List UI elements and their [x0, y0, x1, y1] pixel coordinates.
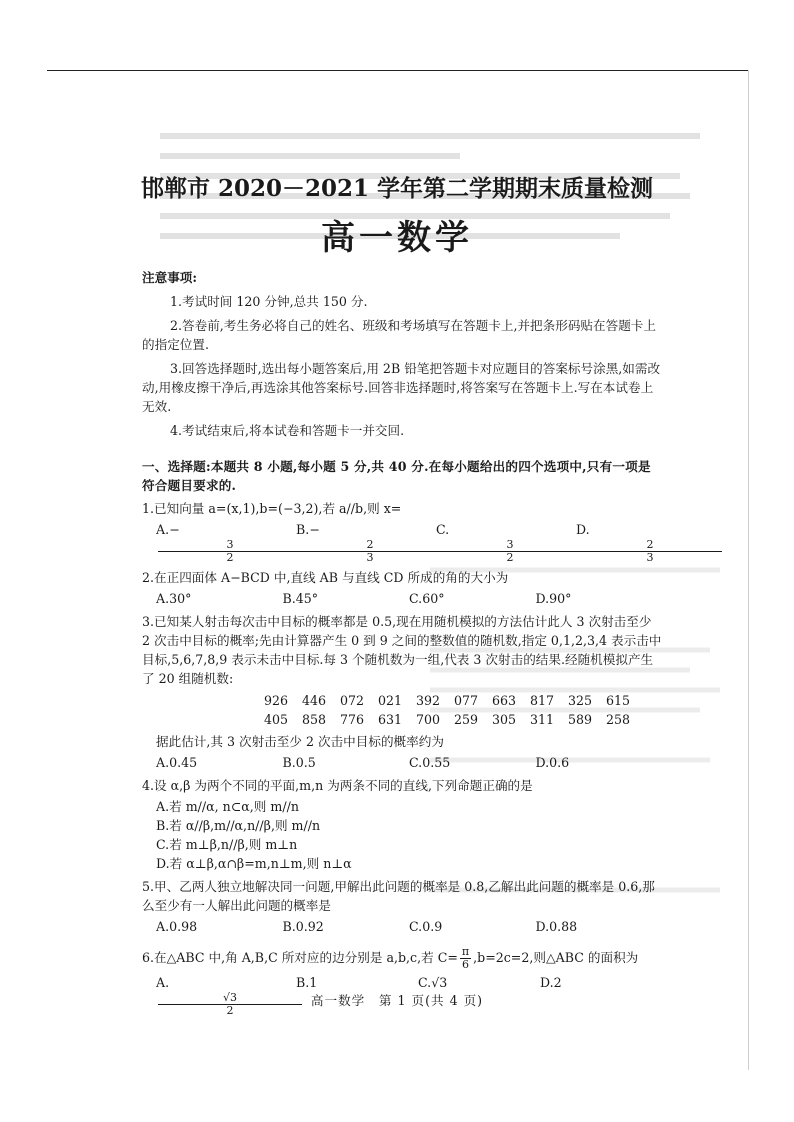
question-5-option-a: A.0.98 — [156, 919, 198, 934]
option-d-fraction — [578, 539, 718, 564]
random-number: 817 — [530, 693, 555, 708]
random-number: 663 — [492, 693, 517, 708]
exam-subject: 高一数学 — [321, 218, 473, 258]
random-number: 258 — [606, 712, 631, 727]
question-5-stem: 5.甲、乙两人独立地解决同一问题,甲解出此问题的概率是 0.8,乙解出此问题的概率是 0.6,那么至少有一人解出此问题的概率是 — [142, 879, 655, 913]
option-a-fraction — [158, 539, 298, 564]
question-5-option-b: B.0.92 — [282, 919, 324, 934]
note-item-2: 2.答卷前,考生务必将自己的姓名、班级和考场填写在答题卡上,并把条形码贴在答题卡上的指定位置. — [142, 318, 656, 352]
question-1 — [142, 499, 662, 518]
question-1-option-b — [296, 520, 436, 564]
question-6-option-c: C.√3 — [418, 975, 448, 990]
random-number: 926 — [264, 693, 289, 708]
random-number: 325 — [568, 693, 593, 708]
fraction-numerator: 2 — [298, 539, 442, 552]
option-c-label: C. — [436, 522, 450, 537]
fraction-numerator: π — [461, 945, 470, 958]
question-6-option-b: B.1 — [296, 975, 318, 990]
fraction-denominator: 3 — [366, 551, 374, 564]
page-footer: 高一数学 第 1 页(共 4 页) — [310, 993, 484, 1008]
random-number: 631 — [378, 712, 403, 727]
question-3-options — [156, 753, 662, 772]
fraction-numerator: √3 — [158, 992, 302, 1005]
random-number: 077 — [454, 693, 479, 708]
fraction-denominator: 2 — [506, 551, 514, 564]
question-3-option-d: D.0.6 — [535, 755, 570, 770]
question-1-stem-a: 1.已知向量 — [142, 501, 209, 516]
question-2-option-d: D.90° — [535, 591, 572, 606]
fraction-denominator: 3 — [646, 551, 654, 564]
question-4-option-d: D.若 α⊥β,α∩β=m,n⊥m,则 n⊥α — [156, 856, 352, 871]
notes-title: 注意事项: — [142, 270, 198, 285]
question-2-stem: 2.在正四面体 A−BCD 中,直线 AB 与直线 CD 所成的角的大小为 — [142, 570, 509, 585]
question-3-option-a: A.0.45 — [156, 755, 198, 770]
question-5-option-d: D.0.88 — [535, 919, 578, 934]
question-4-stem: 4.设 α,β 为两个不同的平面,m,n 为两条不同的直线,下列命题正确的是 — [142, 778, 533, 793]
question-4-option-a: A.若 m//α, n⊂α,则 m//n — [156, 799, 299, 814]
question-2-option-a: A.30° — [156, 591, 192, 606]
question-1-option-c — [436, 520, 576, 564]
question-1-options — [156, 520, 662, 564]
option-b-label: B.− — [296, 522, 320, 537]
option-a-label: A.− — [156, 522, 180, 537]
section-1-heading: 一、选择题:本题共 8 小题,每小题 5 分,共 40 分.在每小题给出的四个选项中,只有一项是符合题目要求的. — [142, 459, 651, 493]
question-6 — [142, 946, 662, 971]
question-1-stem-b: a=(x,1),b=(−3,2),若 a//b,则 x= — [208, 501, 402, 516]
random-number: 072 — [340, 693, 365, 708]
exam-title: 邯郸市 2020－2021 学年第二学期期末质量检测 — [140, 175, 654, 202]
random-number: 858 — [302, 712, 327, 727]
question-2-option-c: C.60° — [409, 591, 445, 606]
option-a-label: A. — [156, 975, 170, 990]
fraction-numerator: 3 — [158, 539, 302, 552]
question-6-angle-fraction — [460, 946, 471, 971]
question-4-option-b: B.若 α//β,m//α,n//β,则 m//n — [156, 818, 321, 833]
random-number: 311 — [530, 712, 555, 727]
random-number: 392 — [416, 693, 441, 708]
question-3-option-c: C.0.55 — [409, 755, 451, 770]
question-2-option-b: B.45° — [282, 591, 319, 606]
option-b-fraction — [298, 539, 438, 564]
question-1-option-d — [576, 520, 716, 564]
random-number: 405 — [264, 712, 289, 727]
question-5-option-c: C.0.9 — [409, 919, 443, 934]
random-number: 446 — [302, 693, 327, 708]
random-number: 615 — [606, 693, 631, 708]
question-3-option-b: B.0.5 — [282, 755, 316, 770]
option-c-fraction — [438, 539, 578, 564]
random-number-table — [264, 691, 644, 729]
question-6-stem-a: 6.在△ABC 中,角 A,B,C 所对应的边分别是 a,b,c,若 C= — [142, 950, 458, 965]
question-6-stem-b: ,b=2c=2,则△ABC 的面积为 — [473, 950, 639, 965]
random-number: 776 — [340, 712, 365, 727]
fraction-numerator: 3 — [438, 539, 582, 552]
option-d-label: D. — [576, 522, 590, 537]
random-number: 305 — [492, 712, 517, 727]
random-number: 589 — [568, 712, 593, 727]
question-6-option-d: D.2 — [540, 975, 562, 990]
question-3-stem: 3.已知某人射击每次击中目标的概率都是 0.5,现在用随机模拟的方法估计此人 3 次射击至少 2 次击中目标的概率;先由计算器产生 0 到 9 之间的整数值的随机数,指定 0,1,2,3,4 表示击中目标,5,6,7,8,9 表示未击中目标.每 3 个随机数为一组,代表 3 次射击的结果.经随机模拟产生了 20 组随机数: — [142, 614, 662, 686]
question-5-options — [156, 917, 662, 936]
question-4-option-c: C.若 m⊥β,n//β,则 m⊥n — [156, 837, 298, 852]
random-number: 021 — [378, 693, 403, 708]
fraction-numerator: 2 — [578, 539, 722, 552]
random-number: 700 — [416, 712, 441, 727]
note-item-1: 1.考试时间 120 分钟,总共 150 分. — [170, 294, 368, 309]
fraction-denominator: 6 — [462, 958, 469, 971]
random-number: 259 — [454, 712, 479, 727]
fraction-denominator: 2 — [226, 1004, 234, 1017]
fraction-denominator: 2 — [226, 551, 234, 564]
question-2-options — [156, 589, 662, 608]
exam-body — [142, 268, 662, 1017]
question-1-option-a — [156, 520, 296, 564]
note-item-3: 3.回答选择题时,选出每小题答案后,用 2B 铅笔把答题卡对应题目的答案标号涂黑,如需改动,用橡皮擦干净后,再选涂其他答案标号.回答非选择题时,将答案写在答题卡上.写在本试卷上无效. — [142, 361, 661, 414]
question-3-conclusion: 据此估计,其 3 次射击至少 2 次击中目标的概率约为 — [156, 734, 444, 749]
note-item-4: 4.考试结束后,将本试卷和答题卡一并交回. — [170, 423, 405, 438]
question-4-options — [156, 797, 662, 873]
top-rule — [47, 70, 749, 71]
